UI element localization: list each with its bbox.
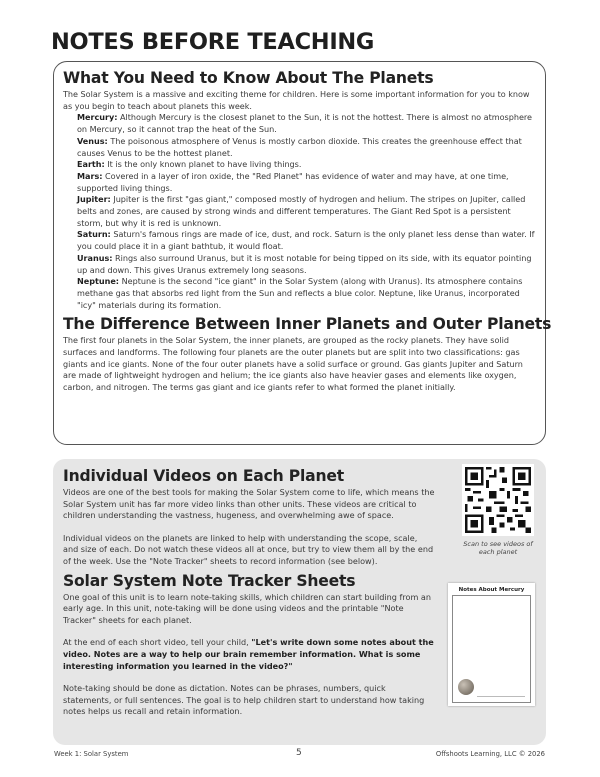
planet-name: Uranus: (77, 252, 113, 263)
videos-column (63, 466, 435, 718)
planets-heading: What You Need to Know About The Planets (63, 69, 434, 87)
planet-item-mercury (63, 112, 537, 135)
tracker-heading: Solar System Note Tracker Sheets (63, 571, 356, 590)
page-number: 5 (296, 748, 302, 758)
footer-left: Week 1: Solar System (54, 750, 129, 758)
footer-right: Offshoots Learning, LLC © 2026 (435, 750, 545, 758)
planet-item-venus (63, 136, 537, 159)
qr-code[interactable] (462, 464, 534, 536)
planet-name: Jupiter: (77, 194, 111, 205)
planet-item-jupiter (63, 194, 537, 229)
planet-text: Rings also surround Uranus, but it is most notable for being tipped on its side, with its equator pointing up and down. This gives Uranus extremely long seasons. (77, 252, 532, 275)
tracker-para-1: One goal of this unit is to learn note-taking skills, which children can start building from an early age. In this unit, note-taking will be done using videos and the printable "Note Tracker" sheets for each planet. (63, 591, 432, 625)
planet-name: Saturn: (77, 229, 111, 240)
planet-text: It is the only known planet to have living things. (104, 159, 302, 170)
planet-text: The poisonous atmosphere of Venus is mostly carbon dioxide. This creates the greenhouse effect that causes Venus to be the hottest planet. (77, 135, 522, 158)
tracker-para-2-quote: "Let's write down some notes about the video. Notes are a way to help our brain remember information. What is some interesting information you learned in the video?" (63, 637, 434, 671)
planet-name: Venus: (77, 135, 108, 146)
videos-heading: Individual Videos on Each Planet (63, 467, 345, 485)
qr-code-icon (465, 467, 531, 533)
videos-para-2: Individual videos on the planets are linked to help with understanding the scope, scale, and size of each. Do not watch these videos all at once, but try to view them all by the end of the week. Use the "Note Tracker" sheets to record information (see below). (63, 532, 434, 566)
planet-name: Mars: (77, 170, 103, 181)
planet-item-neptune (63, 276, 537, 311)
difference-heading: The Difference Between Inner Planets and Outer Planets (63, 315, 552, 334)
difference-text: The first four planets in the Solar System, the inner planets, are grouped as the rocky planets. They have solid surfaces and landforms. The following four planets are the outer planets but are split into two classifications: gas giants and ice giants. None of the four outer planets have a solid surface or ground. Gas giants Jupiter and Saturn are made of lightweight hydrogen and helium; the ice giants also have heavier gases and elements like oxygen, carbon, and nitrogen. The terms gas giant and ice giants refer to what formed the planet initially. (63, 335, 523, 393)
planet-name: Mercury: (77, 112, 118, 123)
planet-item-saturn (63, 229, 537, 252)
planets-intro: The Solar System is a massive and exciting theme for children. Here is some important information for you to know as you begin to teach about planets this week. (63, 89, 530, 111)
planet-list (63, 112, 537, 311)
note-tracker-sheet-thumbnail (448, 583, 535, 706)
planet-name: Neptune: (77, 276, 120, 287)
sheet-frame (452, 595, 531, 703)
planet-text: Although Mercury is the closest planet to the Sun, it is not the hottest. There is almost no atmosphere on Mercury, so it cannot trap the heat of the Sun. (77, 112, 533, 135)
videos-para-1: Videos are one of the best tools for making the Solar System come to life, which means the Solar System unit has far more video links than other units. These videos are critical to children understanding the vastness, hugeness, and overwhelming awe of space. (63, 487, 435, 521)
planet-item-earth (63, 159, 537, 171)
planet-name: Earth: (77, 159, 105, 170)
page-title: NOTES BEFORE TEACHING (51, 29, 375, 55)
qr-caption: Scan to see videos of each planet (463, 540, 533, 556)
planet-text: Covered in a layer of iron oxide, the "Red Planet" has evidence of water and may have, at one time, supported living things. (77, 170, 509, 193)
tracker-para-3: Note-taking should be done as dictation. Notes can be phrases, numbers, quick statements, or full sentences. The goal is to help children start to understand how taking notes helps us recall and retain information. (63, 683, 425, 717)
planet-text: Saturn's famous rings are made of ice, dust, and rock. Saturn is the only planet less dense than water. If you could place it in a giant bathtub, it would float. (77, 229, 535, 252)
planet-item-mars (63, 171, 537, 194)
tracker-para-2 (63, 637, 435, 672)
planet-text: Jupiter is the first "gas giant," composed mostly of hydrogen and helium. The stripes on Jupiter, called belts and zones, are caused by strong winds and different temperatures. The Giant Red Spot is a persistent storm, but why it is red is unknown. (77, 194, 526, 228)
videos-box (53, 459, 546, 745)
planet-item-uranus (63, 253, 537, 276)
planet-text: Neptune is the second "ice giant" in the Solar System (along with Uranus). Its atmosphere contains methane gas that absorbs red light from the Sun and reflects a blue color. Neptune, like Uranus, incorporated "icy" materials during its formation. (77, 276, 523, 310)
tracker-para-2-start: At the end of each short video, tell your child, (63, 637, 252, 648)
planets-info-box (53, 61, 552, 445)
sheet-title: Notes About Mercury (458, 587, 525, 593)
mercury-planet-image (458, 679, 474, 695)
sheet-line (477, 696, 525, 697)
